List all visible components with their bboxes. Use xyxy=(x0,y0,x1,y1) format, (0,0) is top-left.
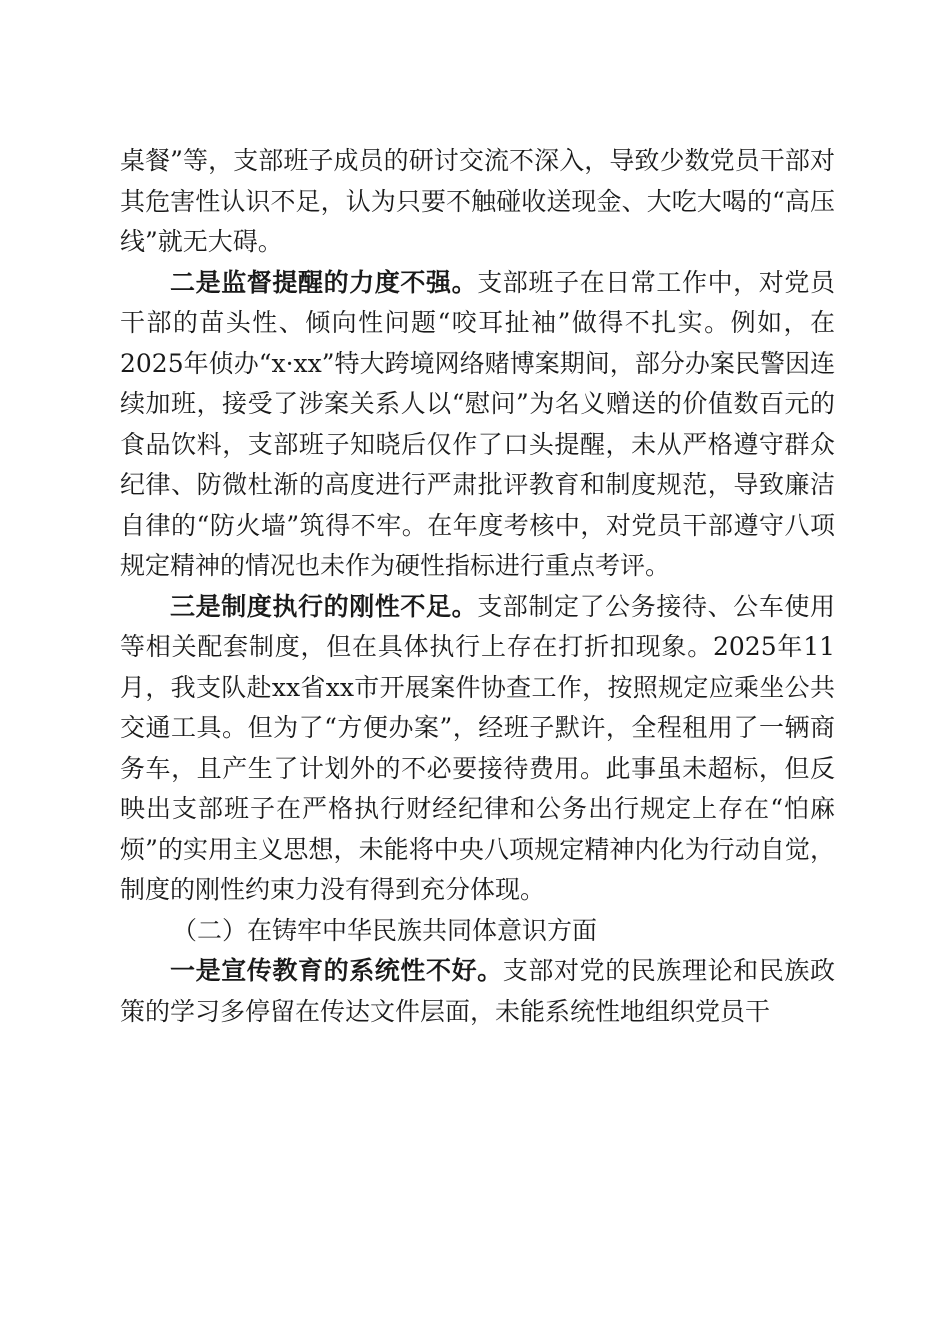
paragraph-text: 支部班子在日常工作中，对党员干部的苗头性、倾向性问题“咬耳扯袖”做得不扎实。例如，在2025年侦办“x·xx”特大跨境网络赌博案期间，部分办案民警因连续加班，接受了涉案关系人以“慰问”为名义赠送的价值数百元的食品饮料，支部班子知晓后仅作了口头提醒，未从严格遵守群众纪律、防微杜渐的高度进行严肃批评教育和制度规范，导致廉洁自律的“防火墙”筑得不牢。在年度考核中，对党员干部遵守八项规定精神的情况也未作为硬性指标进行重点考评。 xyxy=(120,267,835,580)
paragraph-text: 支部对党的民族理论和民族政策的学习多停留在传达文件层面，未能系统性地组织党员干 xyxy=(120,956,835,1026)
paragraph-item-supervision xyxy=(120,263,835,587)
paragraph-item-system-execution xyxy=(120,587,835,911)
paragraph-lead: 三是制度执行的刚性不足。 xyxy=(170,591,478,621)
paragraph-lead: 二是监督提醒的力度不强。 xyxy=(170,267,478,297)
section-heading xyxy=(120,911,835,952)
paragraph-continuation xyxy=(120,141,835,263)
document-body xyxy=(120,141,835,1032)
paragraph-lead: 一是宣传教育的系统性不好。 xyxy=(170,956,503,985)
section-heading-text: （二）在铸牢中华民族共同体意识方面 xyxy=(172,915,598,945)
paragraph-text: 桌餐”等，支部班子成员的研讨交流不深入，导致少数党员干部对其危害性认识不足，认为只要不触碰收送现金、大吃大喝的“高压线”就无大碍。 xyxy=(120,146,835,256)
paragraph-item-education xyxy=(120,951,835,1032)
paragraph-text: 支部制定了公务接待、公车使用等相关配套制度，但在具体执行上存在打折扣现象。2025年11月，我支队赴xx省xx市开展案件协查工作，按照规定应乘坐公共交通工具。但为了“方便办案”，经班子默许，全程租用了一辆商务车，且产生了计划外的不必要接待费用。此事虽未超标，但反映出支部班子在严格执行财经纪律和公务出行规定上存在“怕麻烦”的实用主义思想，未能将中央八项规定精神内化为行动自觉，制度的刚性约束力没有得到充分体现。 xyxy=(120,591,835,904)
